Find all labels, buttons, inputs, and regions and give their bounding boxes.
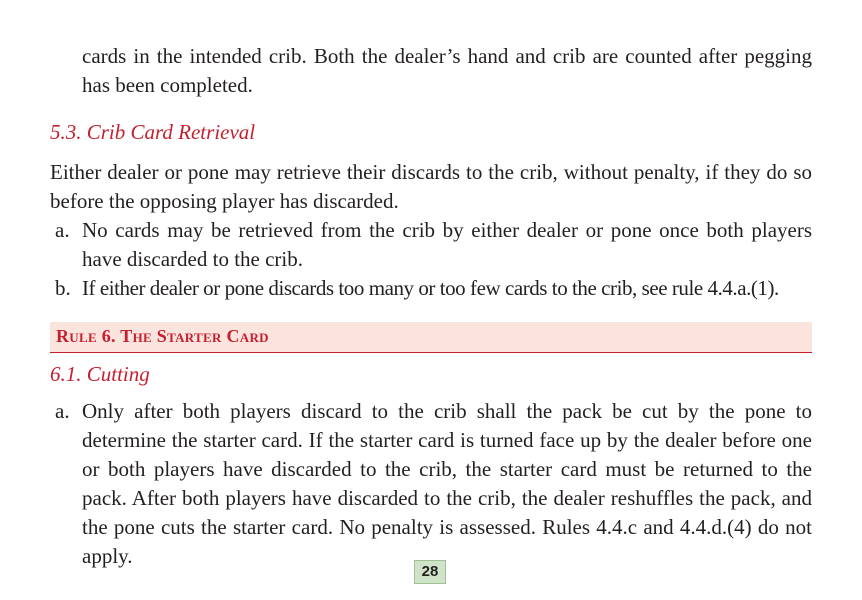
list-item-text: No cards may be retrieved from the crib by either dealer or pone once both players have discarded to the crib. (82, 218, 812, 271)
list-item-text: If either dealer or pone discards too many or too few cards to the crib, see rule 4.4.a.(1). (82, 276, 779, 300)
rule-title: Rule 6. The Starter Card (56, 326, 269, 346)
list-marker: a. (55, 399, 70, 423)
section-heading-6-1: 6.1. Cutting (50, 362, 150, 386)
list-item-5-3-a (50, 216, 812, 274)
list-marker: a. (55, 218, 70, 242)
continued-paragraph: cards in the intended crib. Both the dealer’s hand and crib are counted after pegging has been completed. (82, 44, 812, 97)
list-marker: b. (55, 276, 71, 300)
rule-heading-bar (50, 322, 812, 353)
section-5-3-paragraph: Either dealer or pone may retrieve their discards to the crib, without penalty, if they do so before the opposing player has discarded. (50, 160, 812, 213)
page-number-badge: 28 (414, 560, 446, 584)
list-item-text: Only after both players discard to the crib shall the pack be cut by the pone to determine the starter card. If the starter card is turned face up by the dealer before one or both players have discarded to the crib, the starter card must be returned to the pack. After both players have discarded to the crib, the dealer reshuffles the pack, and the pone cuts the starter card. No penalty is assessed. Rules 4.4.c and 4.4.d.(4) do not apply. (82, 399, 812, 568)
section-heading-5-3: 5.3. Crib Card Retrieval (50, 120, 256, 144)
list-item-6-1-a (50, 397, 812, 571)
list-item-5-3-b (50, 274, 812, 303)
